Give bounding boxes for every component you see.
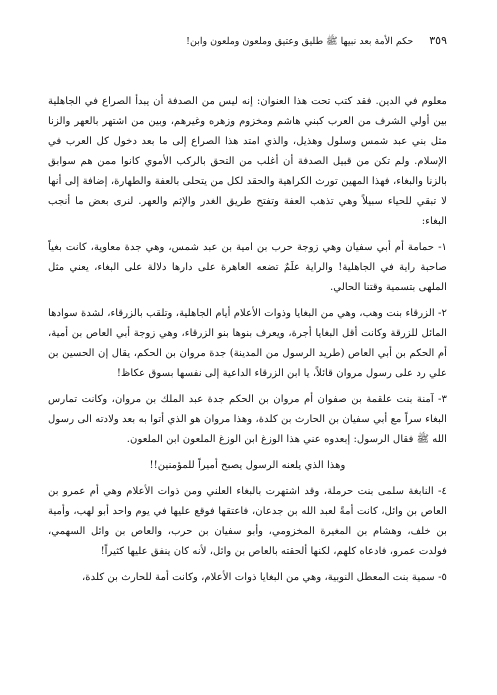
page-number: ٣٥٩ (429, 34, 447, 47)
page-header (48, 34, 447, 49)
list-item-4: ٤- النابغة سلمى بنت حرملة، وقد اشتهرت بالبغاء العلني ومن ذوات الأعلام وهي أم عمرو بن العاص بن وائل، كانت أمةً لعبد الله بن جدعان، فاعتقها فوقع عليها في يوم واحد أبو لهب، وأمية بن خلف، وهشام بن المغيرة المخزومي، وأبو سفيان بن حرب، والعاص بن وائل السهمي، فولدت عمرو، فادعاه كلهم، لكنها ألحقته بالعاص بن وائل، لأنه كان ينفق عليها كثيراً! (48, 486, 447, 557)
list-item-2: ٢- الزرقاء بنت وهب، وهي من البغايا وذوات الأعلام أيام الجاهلية، وتلقب بالزرقاء، لشدة سوادها المائل للزرقة وكانت أقل البغايا أجرة، ويعرف بنوها بنو الزرقاء، وهي زوجة أبي العاص بن أمية، أم الحكم بن أبي العاص (طريد الرسول من المدينة) جدة مروان بن الحكم، يقال إن الحسين بن علي رد على رسول مروان قائلاً، يا ابن الزرقاء الداعية إلى نفسها بسوق عكاظ! (48, 308, 447, 379)
intro-paragraph: معلوم في الدين. فقد كتب تحت هذا العنوان: إنه ليس من الصدفة أن يبدأ الصراع في الجاهلية بين أولي الشرف من العرب كبني هاشم ومخزوم وزهره وغيرهم، وبين من اشتهر بالعهر والزنا مثل بني عبد شمس وسلول وهذيل، والذي امتد هذا الصراع إلى ما بعد دخول كل العرب في الإسلام. ولم تكن من قبيل الصدفة أن أغلب من التحق بالركب الأموي كانوا ممن هم سوابق بالزنا والبغاء، فهذا المهين تورث الكراهية والحقد لكل من يتحلى بالعفة والطهارة، إضافة إلى أنها لا تبقي للحياء سبيلاً وهي تذهب العفة وتفتح طريق الغدر والإثم والعهر. لنرى بعض ما أنجب البغاء: (48, 96, 447, 227)
remark-line: وهذا الذي يلعنه الرسول يصبح أميراً للمؤمنين!! (149, 460, 346, 471)
list-item-3: ٣- آمنة بنت علقمة بن صفوان أم مروان بن الحكم جدة عبد الملك بن مروان، وكانت تمارس البغاء سراً مع أبي سفيان بن الحارث بن كلدة، وهذا مروان هو الذي أتوا به بعد ولادته الى رسول الله ﷺ فقال الرسول: إبعدوه عني هذا الوزغ ابن الوزغ الملعون ابن الملعون. (48, 394, 447, 445)
running-title: حكم الأمة بعد نبيها ﷺ طليق وعتيق وملعون وملعون وابن! (186, 36, 414, 47)
page-body (48, 92, 447, 675)
list-item-1: ١- حمامة أم أبي سفيان وهي زوجة حرب بن امية بن عبد شمس، وهي جدة معاوية، كانت بغياً صاحبة راية في الجاهلية! والراية علَمٌ تضعه العاهرة على دارها دلالة على البغاء، يعني مثل الملهى بتسمية وقتنا الحالي. (48, 242, 447, 293)
list-item-5: ٥- سمية بنت المعطل النوبية، وهي من البغايا ذوات الأعلام، وكانت أمة للحارث بن كلدة، (81, 572, 447, 583)
